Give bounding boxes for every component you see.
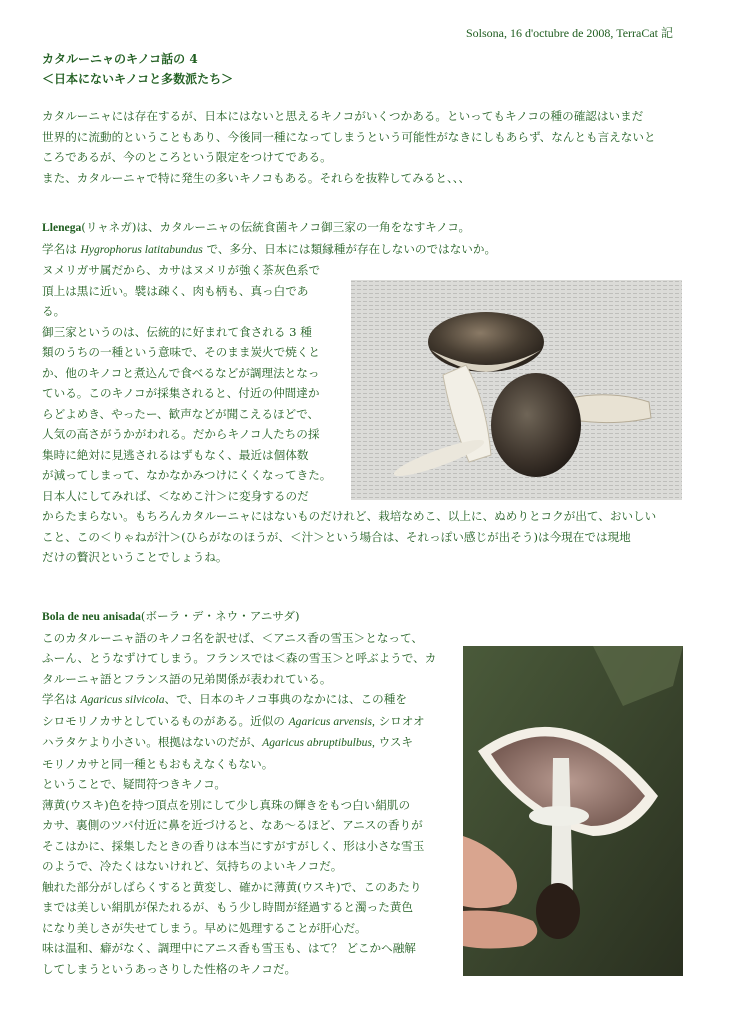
- intro-line: また、カタルーニャで特に発生の多いキノコもある。それらを抜粋してみると、、、: [42, 170, 471, 185]
- page-title: [42, 49, 233, 89]
- llenega-line: 類のうちの一種という意味で、そのまま炭火で焼くと: [42, 345, 321, 359]
- text-run: 学名は: [42, 692, 77, 706]
- llenega-scientific: [42, 239, 682, 261]
- intro-line: カタルーニャには存在するが、日本にはないと思えるキノコがいくつかある。といってもキノコの種の確認はいまだ: [42, 109, 644, 123]
- llenega-line: からたまらない。もちろんカタルーニャにはないものだけれど、栽培なめこ、以上に、ぬめりとコクが出て、おいしい: [42, 509, 657, 523]
- bola-line: のようで、冷たくはないけれど、気持ちのよいキノコだ。: [42, 859, 343, 873]
- bola-photo-illustration: [463, 646, 683, 976]
- bola-name: Bola de neu anisada: [42, 610, 141, 623]
- byline: Solsona, 16 d'octubre de 2008, TerraCat 記: [465, 26, 673, 40]
- bola-body: [42, 628, 452, 980]
- llenega-line: ヌメリガサ属だから、カサはヌメリが強く茶灰色系で: [42, 263, 321, 277]
- bola-line: までは美しい絹肌が保たれるが、もう少し時間が経過すると濁った黄色: [42, 900, 414, 914]
- llenega-photo-illustration: [351, 280, 682, 500]
- bola-line: カサ、裏側のツバ付近に鼻を近づけると、なあ〜るほど、アニスの香りが: [42, 818, 423, 832]
- sci-prefix: 学名は: [42, 241, 77, 256]
- llenega-line: ている。このキノコが採集されると、付近の仲間達か: [42, 386, 320, 400]
- llenega-sci-name: Hygrophorus latitabundus: [80, 242, 203, 256]
- text-run: シロオオ: [378, 713, 425, 728]
- llenega-line: 人気の高さがうかがわれる。だからキノコ人たちの採: [42, 427, 320, 441]
- intro-line: 世界的に流動的ということもあり、今後同一種になってしまうという可能性がなきにしもあらず、なんとも言えないと: [42, 129, 656, 144]
- llenega-line: 御三家というのは、伝統的に好まれて食される 3 種: [42, 324, 312, 339]
- text-run: 、で、日本のキノコ事典のなかには、この種を: [164, 692, 407, 706]
- bola-line: このカタルーニャ語のキノコ名を訳せば、＜アニス香の雪玉＞となって、: [42, 630, 423, 645]
- bola-line: ふーん、とうなずけてしまう。フランスでは＜森の雪玉＞と呼ぶようで、カ: [42, 651, 437, 665]
- llenega-heading: [42, 217, 682, 239]
- bola-heading: [42, 606, 682, 628]
- llenega-photo: [351, 280, 682, 500]
- bola-line: 味は温和、癖がなく、調理中にアニス香も雪玉も、はて？ どこかへ融解: [42, 941, 416, 955]
- intro-line: ころであるが、今のところという限定をつけてである。: [42, 150, 332, 164]
- text-run: シロモリノカサとしているものがある。近似の: [42, 713, 285, 728]
- text-run: ウスキ: [378, 735, 414, 749]
- llenega-line: らどよめき、やったー、歓声などが聞こえるほどで、: [42, 406, 320, 421]
- llenega-name-suffix: (リャネガ)は、カタルーニャの伝統食菌キノコ御三家の一角をなすキノコ。: [81, 220, 471, 234]
- llenega-body-beside-photo: [42, 260, 342, 506]
- bola-line: モリノカサと同一種ともおもえなくもない。: [42, 756, 274, 771]
- llenega-line: 日本人にしてみれば、＜なめこ汁＞に変身するのだ: [42, 488, 309, 503]
- bola-line: してしまうというあっさりした性格のキノコだ。: [42, 961, 297, 976]
- intro-paragraph: [42, 106, 682, 188]
- llenega-line: が減ってしまって、なかなかみつけにくくなってきた。: [42, 468, 332, 482]
- llenega-name: Llenega: [42, 221, 82, 234]
- bola-line: ということで、疑問符つきキノコ。: [42, 777, 226, 791]
- bola-line: 薄黄(ウスキ)色を持つ頂点を別にして少し真珠の輝きをもつ白い絹肌の: [42, 797, 411, 812]
- bola-line: 触れた部分がしばらくすると黄変し、確かに薄黄(ウスキ)で、このあたり: [42, 879, 422, 894]
- llenega-line: る。: [42, 304, 66, 318]
- llenega-line: だけの贅沢ということでしょうね。: [42, 550, 228, 564]
- text-run: ハラタケより小さい。根拠はないのだが、: [42, 735, 263, 749]
- bola-line: そこはかに、採集したときの香りは本当にすがすがしく、形は小さな雪玉: [42, 838, 425, 853]
- llenega-line: か、他のキノコと煮込んで食べるなどが調理法となっ: [42, 365, 320, 380]
- sci-suffix: で、多分、日本には類縁種が存在しないのではないか。: [206, 241, 497, 256]
- llenega-line: 頂上は黒に近い。襞は疎く、肉も柄も、真っ白であ: [42, 283, 309, 298]
- bola-line: タルーニャ語とフランス語の兄弟関係が表われている。: [42, 671, 332, 686]
- latin-name: Agaricus silvicola: [80, 693, 165, 706]
- bola-photo: [463, 646, 683, 976]
- bola-line: [42, 711, 452, 733]
- llenega-line: 集時に絶対に見逃されるはずもなく、最近は個体数: [42, 447, 309, 462]
- bola-line: になり美しさが失せてしまう。早めに処理することが肝心だ。: [42, 920, 367, 935]
- latin-name: Agaricus arvensis,: [288, 714, 375, 728]
- llenega-line: こと、この＜りゃねが汁＞(ひらがなのほうが、＜汁＞という場合は、それっぽい感じが出そう)は今現在では現地: [42, 529, 631, 544]
- bola-line: [42, 732, 452, 754]
- bola-name-suffix: (ボーラ・デ・ネウ・アニサダ): [140, 609, 300, 623]
- latin-name: Agaricus abruptibulbus,: [262, 736, 375, 749]
- title-line-1: カタルーニャのキノコ話の 4: [42, 52, 198, 66]
- bola-line: [42, 689, 452, 711]
- title-line-2: ＜日本にないキノコと多数派たち＞: [42, 72, 234, 86]
